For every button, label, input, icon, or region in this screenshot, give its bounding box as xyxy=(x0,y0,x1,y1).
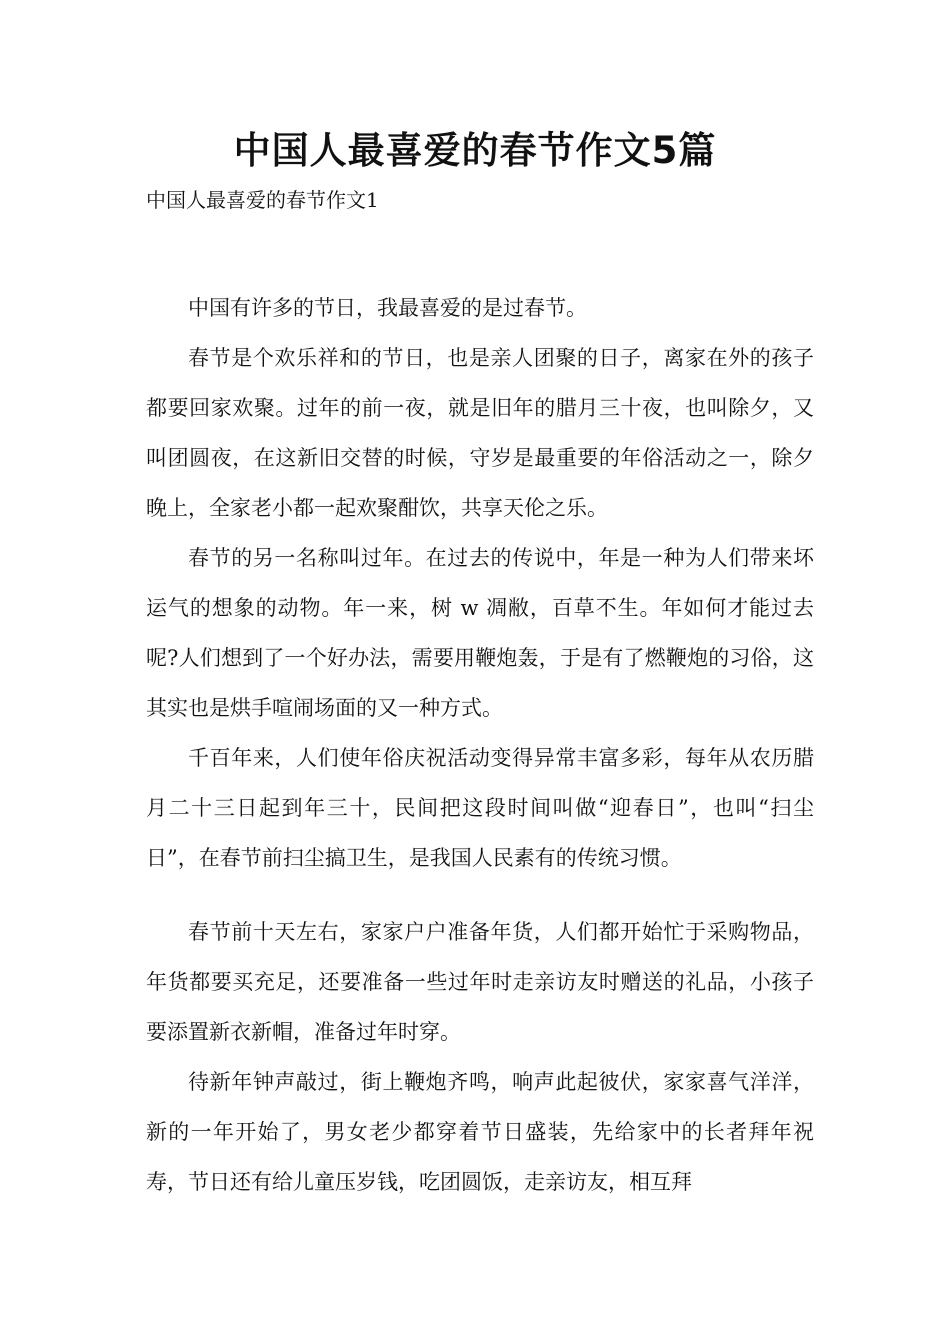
paragraph-2: 春节是个欢乐祥和的节日，也是亲人团聚的日子，离家在外的孩子都要回家欢聚。过年的前一夜，就是旧年的腊月三十夜，也叫除夕，又叫团圆夜，在这新旧交替的时候，守岁是最重要的年俗活动之一，除夕晚上，全家老小都一起欢聚酣饮，共享天伦之乐。 xyxy=(146,346,814,520)
paragraph-4: 千百年来，人们使年俗庆祝活动变得异常丰富多彩，每年从农历腊月二十三日起到年三十，民间把这段时间叫做“迎春日”，也叫“扫尘日”，在春节前扫尘搞卫生，是我国人民素有的传统习惯。 xyxy=(146,746,814,870)
paragraph-1: 中国有许多的节日，我最喜爱的是过春节。 xyxy=(188,296,587,320)
paragraph-3: 春节的另一名称叫过年。在过去的传说中，年是一种为人们带来坏运气的想象的动物。年一来，树 w 凋敝，百草不生。年如何才能过去呢?人们想到了一个好办法，需要用鞭炮轰，于是有了燃鞭炮的习俗，这其实也是烘手喧闹场面的又一种方式。 xyxy=(146,546,814,720)
paragraph-6: 待新年钟声敲过，街上鞭炮齐鸣，响声此起彼伏，家家喜气洋洋，新的一年开始了，男女老少都穿着节日盛装，先给家中的长者拜年祝寿，节日还有给儿童压岁钱，吃团圆饭，走亲访友，相互拜 xyxy=(146,1070,814,1194)
essay-subtitle: 中国人最喜爱的春节作文1 xyxy=(146,188,379,212)
document-title: 中国人最喜爱的春节作文5篇 xyxy=(233,129,717,172)
essay-body xyxy=(146,283,814,1207)
paragraph-5: 春节前十天左右，家家户户准备年货，人们都开始忙于采购物品，年货都要买充足，还要准备一些过年时走亲访友时赠送的礼品，小孩子要添置新衣新帽，准备过年时穿。 xyxy=(146,920,814,1044)
